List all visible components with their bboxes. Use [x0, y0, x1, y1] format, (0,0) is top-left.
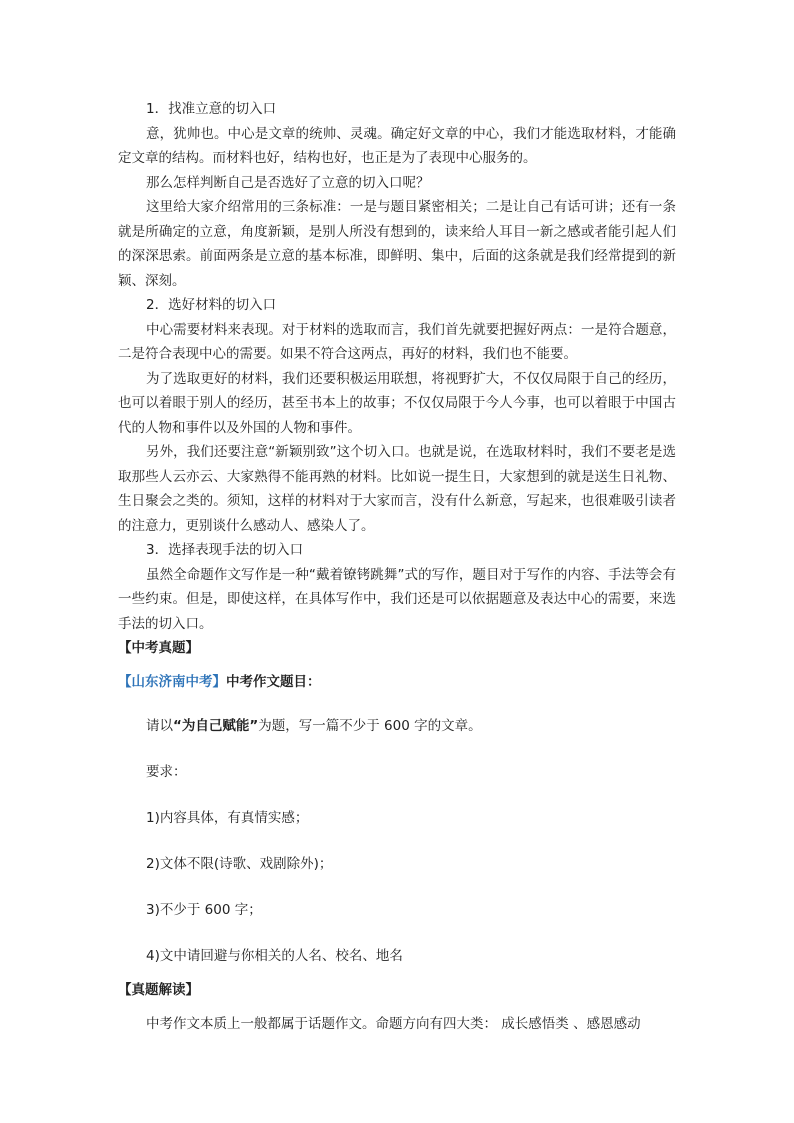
section-2-paragraph-1: 中心需要材料来表现。对于材料的选取而言，我们首先就要把握好两点：一是符合题意，二是符合表现中心的需要。如果不符合这两点，再好的材料，我们也不能要。 — [118, 321, 676, 362]
requirements-label: 要求： — [146, 764, 187, 780]
requirement-item: 3)不少于 600 字； — [146, 902, 262, 918]
section-2-paragraph-3: 另外，我们还要注意“新颖别致”这个切入口。也就是说，在选取材料时，我们不要老是选取那些人云亦云、大家熟得不能再熟的材料。比如说一提生日，大家想到的就是送生日礼物、生日聚会之类的。须知，这样的材料对于大家而言，没有什么新意，写起来，也很难吸引读者的注意力，更别谈什么感动人、感染人了。 — [118, 444, 676, 534]
requirement-item: 1)内容具体，有真情实感； — [146, 810, 309, 826]
analysis-paragraph-1: 中考作文本质上一般都属于话题作文。命题方向有四大类： 成长感悟类 、感恩感动 — [146, 1016, 641, 1032]
exam-prompt — [118, 714, 676, 738]
exam-tag: 【中考真题】 — [118, 640, 199, 656]
exam-source: 【山东济南中考】 — [118, 674, 226, 690]
exam-prompt-post: 为题，写一篇不少于 600 字的文章。 — [258, 718, 482, 734]
exam-title: 中考作文题目： — [226, 674, 321, 690]
section-1-paragraph-1: 意，犹帅也。中心是文章的统帅、灵魂。确定好文章的中心，我们才能选取材料，才能确定文章的结构。而材料也好，结构也好，也正是为了表现中心服务的。 — [118, 125, 676, 166]
section-1-heading: 1．找准立意的切入口 — [146, 101, 277, 117]
exam-heading — [118, 670, 676, 694]
exam-prompt-topic: “为自己赋能” — [173, 718, 259, 734]
section-2-heading: 2．选好材料的切入口 — [146, 297, 277, 313]
requirement-item: 4)文中请回避与你相关的人名、校名、地名 — [146, 948, 403, 964]
section-2-paragraph-2: 为了选取更好的材料，我们还要积极运用联想，将视野扩大，不仅仅局限于自己的经历，也可以着眼于别人的经历，甚至书本上的故事；不仅仅局限于今人今事，也可以着眼于中国古代的人物和事件以及外国的人物和事件。 — [118, 370, 676, 436]
section-1-paragraph-2: 那么怎样判断自己是否选好了立意的切入口呢？ — [146, 174, 430, 191]
section-3-heading: 3．选择表现手法的切入口 — [146, 542, 304, 558]
exam-prompt-pre: 请以 — [146, 718, 173, 734]
section-1-paragraph-3: 这里给大家介绍常用的三条标准：一是与题目紧密相关；二是让自己有话可讲；还有一条就是所确定的立意，角度新颖，是别人所没有想到的，读来给人耳目一新之感或者能引起人们的深深思索。前面两条是立意的基本标准，即鲜明、集中，后面的这条就是我们经常提到的新颖、深刻。 — [118, 199, 676, 289]
analysis-tag: 【真题解读】 — [118, 982, 199, 998]
document-body — [118, 97, 676, 1036]
section-3-paragraph-1: 虽然全命题作文写作是一种“戴着镣铐跳舞”式的写作，题目对于写作的内容、手法等会有一些约束。但是，即使这样，在具体写作中，我们还是可以依据题意及表达中心的需要，来选手法的切入口。 — [118, 566, 676, 632]
requirement-item: 2)文体不限(诗歌、戏剧除外)； — [146, 856, 333, 872]
